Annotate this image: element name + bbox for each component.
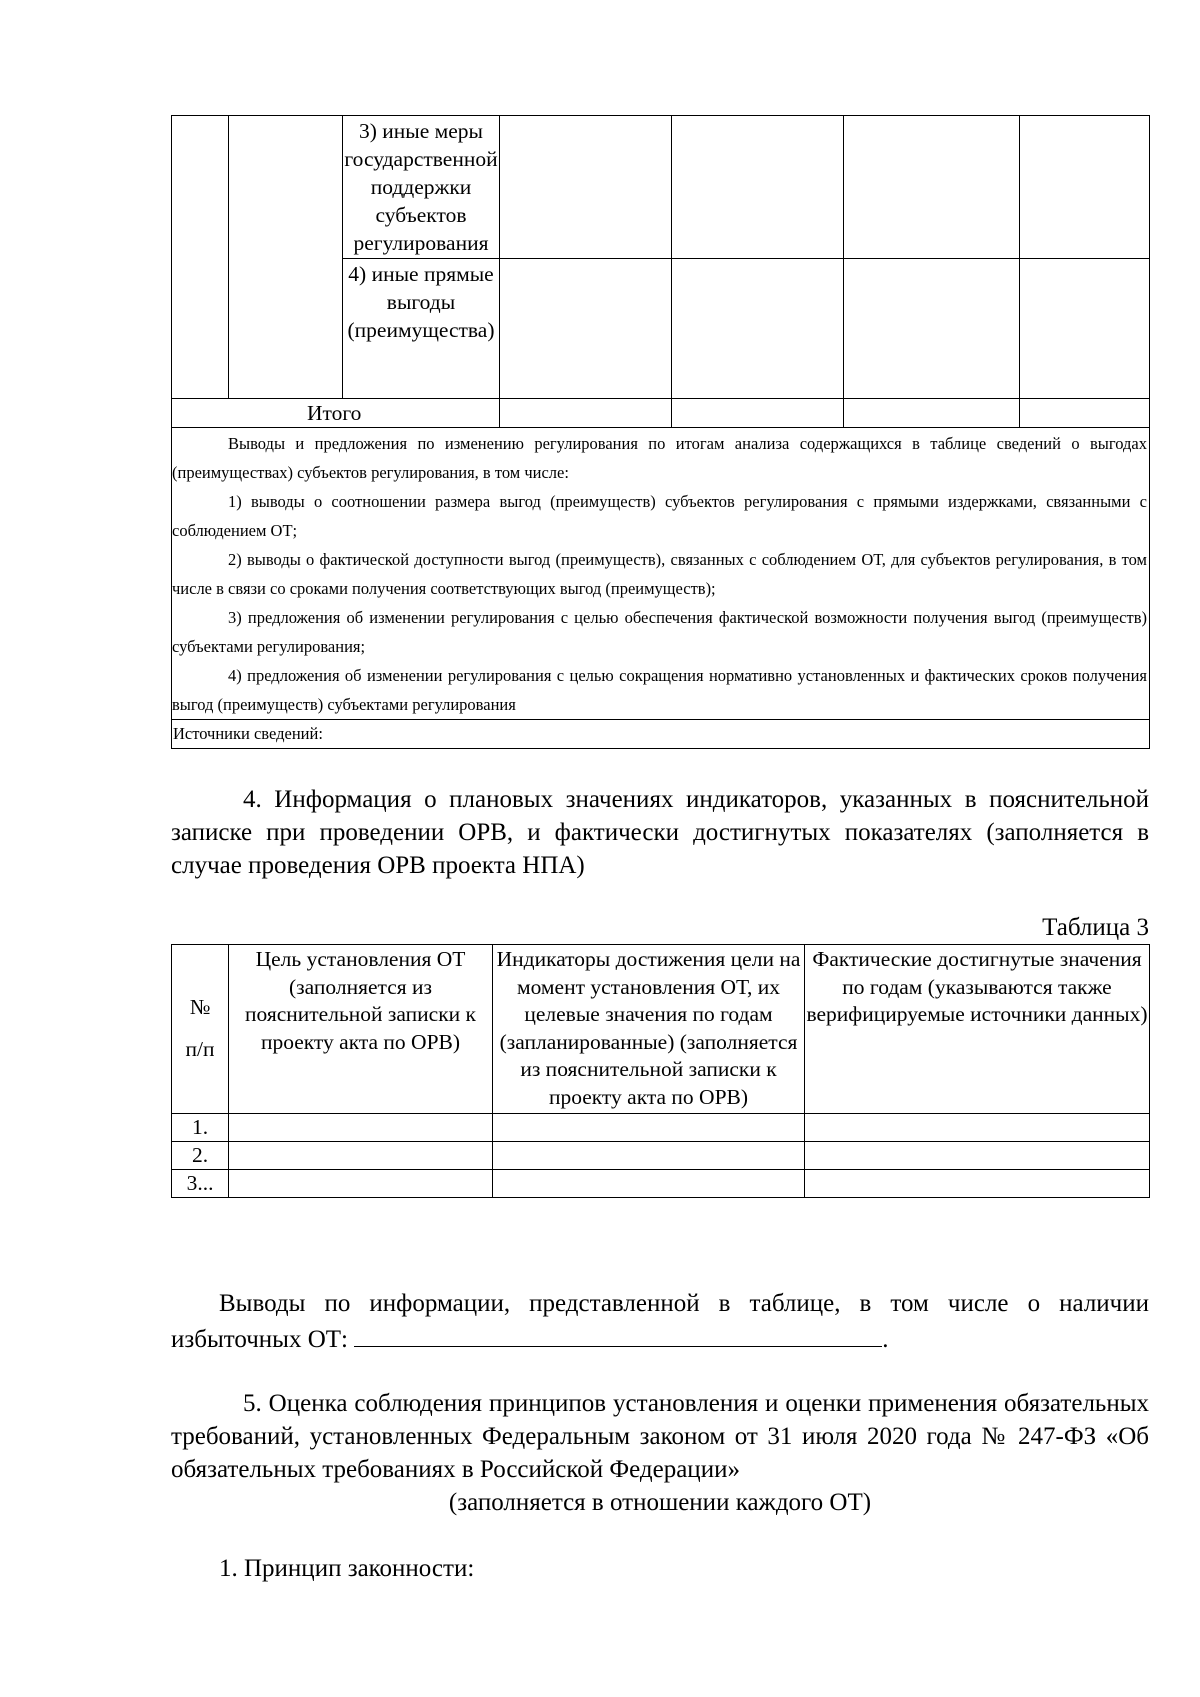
principle-1-heading: 1. Принцип законности:	[219, 1555, 475, 1582]
table-row	[172, 1170, 1150, 1198]
conclusions-intro: Выводы и предложения по изменению регулирования по итогам анализа содержащихся в таблице сведений о выгодах (преимуществах) субъектов регулирования, в том числе:	[172, 434, 1147, 482]
table-3-conclusions	[171, 1287, 1149, 1356]
conclusions-item-3: 3) предложения об изменении регулирования с целью обеспечения фактической возможности получения выгод (преимуществ) субъектами регулирования;	[172, 608, 1147, 656]
table-header-row	[172, 945, 1150, 1114]
table-cell	[844, 259, 1020, 399]
table-cell	[672, 116, 844, 259]
table-cell	[493, 1142, 805, 1170]
row-number: 1.	[172, 1114, 229, 1142]
header-number-top: №	[189, 995, 211, 1019]
fill-in-line	[354, 1320, 882, 1347]
table-cell	[844, 116, 1020, 259]
table-cell	[844, 399, 1020, 428]
table-cell	[805, 1114, 1150, 1142]
row-label-other-direct: 4) иные прямые выгоды (преимущества)	[343, 259, 500, 399]
table-3-caption: Таблица 3	[1042, 914, 1149, 941]
table-cell	[500, 399, 672, 428]
table-cell	[229, 116, 343, 399]
conclusions-cell	[172, 428, 1150, 720]
table-3-conclusions-text: Выводы по информации, представленной в таблице, в том числе о наличии избыточных ОТ:	[171, 1290, 1149, 1353]
table-row	[172, 428, 1150, 720]
row-number: 2.	[172, 1142, 229, 1170]
section-4-heading: 4. Информация о плановых значениях индикаторов, указанных в пояснительной записке при проведении ОРВ, и фактически достигнутых показателях (заполняется в случае проведения ОРВ проекта НПА)	[171, 786, 1149, 879]
conclusions-item-2: 2) выводы о фактической доступности выгод (преимуществ), связанных с соблюдением ОТ, для субъектов регулирования, в том числе в связи со сроками получения соответствующих выгод (преимуществ);	[172, 550, 1147, 598]
table-row	[172, 1142, 1150, 1170]
table-cell	[500, 116, 672, 259]
sources-label: Источники сведений:	[172, 720, 1150, 749]
row-number: 3...	[172, 1170, 229, 1198]
benefits-table	[171, 115, 1150, 749]
header-number	[172, 945, 229, 1114]
header-goal: Цель установления ОТ (заполняется из пояснительной записки к проекту акта по ОРВ)	[229, 945, 493, 1114]
total-label: Итого	[172, 399, 500, 428]
table-cell	[493, 1170, 805, 1198]
table-cell	[672, 259, 844, 399]
table-cell	[229, 1170, 493, 1198]
header-number-bottom: п/п	[185, 1036, 215, 1061]
header-actual: Фактические достигнутые значения по годам (указываются также верифицируемые источники данных)	[805, 945, 1150, 1114]
table-row	[172, 116, 1150, 259]
table-cell	[1020, 116, 1150, 259]
indicators-table	[171, 944, 1150, 1198]
header-indicators: Индикаторы достижения цели на момент установления ОТ, их целевые значения по годам (запланированные) (заполняется из пояснительной записки к проекту акта по ОРВ)	[493, 945, 805, 1114]
table-row	[172, 1114, 1150, 1142]
table-cell	[229, 1142, 493, 1170]
table-cell	[1020, 399, 1150, 428]
table-cell	[500, 259, 672, 399]
table-cell	[493, 1114, 805, 1142]
fill-in-line-end: .	[882, 1326, 889, 1353]
table-row	[172, 399, 1150, 428]
section-5-heading: 5. Оценка соблюдения принципов установления и оценки применения обязательных требований, установленных Федеральным законом от 31 июля 2020 года № 247-ФЗ «Об обязательных требованиях в Российской Федерации»	[171, 1390, 1149, 1483]
table-cell	[1020, 259, 1150, 399]
conclusions-item-4: 4) предложения об изменении регулирования с целью сокращения нормативно установленных и фактических сроков получения выгод (преимуществ) субъектами регулирования	[172, 666, 1147, 714]
table-cell	[672, 399, 844, 428]
table-cell	[805, 1142, 1150, 1170]
table-cell	[805, 1170, 1150, 1198]
table-cell	[172, 116, 229, 399]
table-cell	[229, 1114, 493, 1142]
table-row	[172, 720, 1150, 749]
section-5-subheading: (заполняется в отношении каждого ОТ)	[448, 1489, 872, 1516]
conclusions-item-1: 1) выводы о соотношении размера выгод (преимуществ) субъектов регулирования с прямыми издержками, связанными с соблюдением ОТ;	[172, 492, 1147, 540]
row-label-other-support: 3) иные меры государственной поддержки субъектов регулирования	[343, 116, 500, 259]
